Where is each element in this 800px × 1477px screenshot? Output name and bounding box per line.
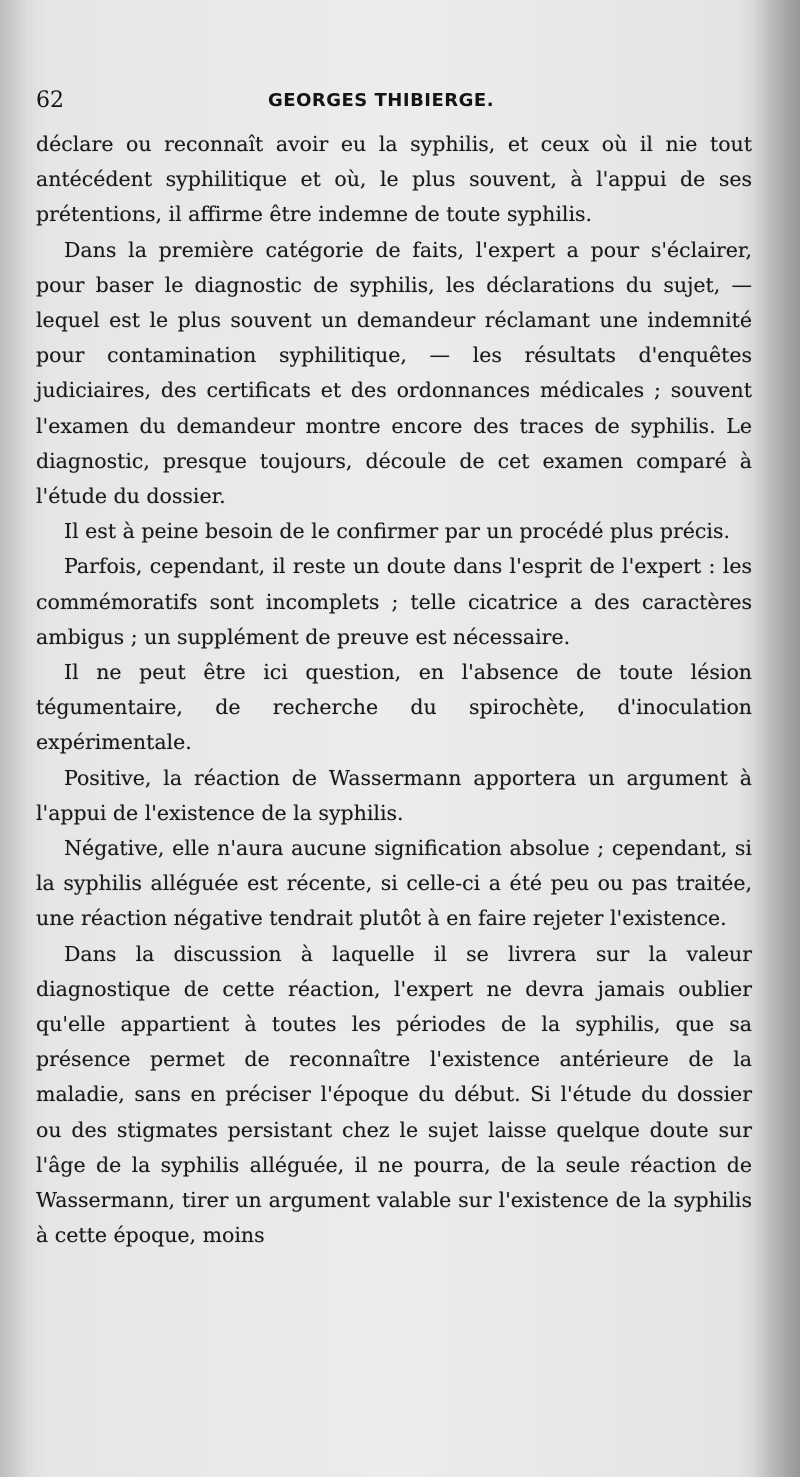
running-head: GEORGES THIBIERGE. bbox=[268, 90, 495, 111]
paragraph-6: Positive, la réaction de Wassermann apportera un argument à l'appui de l'existence de la syphilis. bbox=[36, 765, 752, 825]
paragraph-4: Parfois, cependant, il reste un doute dans l'esprit de l'expert : les commémoratifs sont incomplets ; telle cicatrice a des caractères ambigus ; un supplément de preuve est nécessaire. bbox=[36, 554, 752, 649]
paragraph-7: Négative, elle n'aura aucune signification absolue ; cependant, si la syphilis alléguée est récente, si celle-ci a été peu ou pas traitée, une réaction négative tendrait plutôt à en faire rejeter l'existence. bbox=[36, 836, 752, 931]
page-gutter-shadow bbox=[0, 0, 28, 1477]
page-number: 62 bbox=[36, 88, 64, 113]
page-header bbox=[36, 88, 756, 118]
paragraph-2: Dans la première catégorie de faits, l'expert a pour s'éclairer, pour baser le diagnostic de syphilis, les déclarations du sujet, — lequel est le plus souvent un demandeur réclamant une indemnité pour contamination syphilitique, — les résultats d'enquêtes judiciaires, des certificats et des ordonnances médicales ; souvent l'examen du demandeur montre encore des traces de syphilis. Le diagnostic, presque toujours, découle de cet examen comparé à l'étude du dossier. bbox=[36, 237, 752, 509]
paragraph-8: Dans la discussion à laquelle il se livrera sur la valeur diagnostique de cette réaction, l'expert ne devra jamais oublier qu'elle appartient à toutes les périodes de la syphilis, que sa présence permet de reconnaître l'existence antérieure de la maladie, sans en préciser l'époque du début. Si l'étude du dossier ou des stigmates persistant chez le sujet laisse quelque doute sur l'âge de la syphilis alléguée, il ne pourra, de la seule réaction de Wassermann, tirer un argument valable sur l'existence de la syphilis à cette époque, moins bbox=[36, 941, 752, 1248]
body-text bbox=[36, 127, 752, 1254]
paragraph-1: déclare ou reconnaît avoir eu la syphilis, et ceux où il nie tout antécédent syphilitique et où, le plus souvent, à l'appui de ses prétentions, il affirme être indemne de toute syphilis. bbox=[36, 132, 752, 227]
paragraph-3: Il est à peine besoin de le confirmer par un procédé plus précis. bbox=[64, 519, 731, 544]
page-edge-shadow bbox=[754, 0, 800, 1477]
paragraph-5: Il ne peut être ici question, en l'absence de toute lésion tégumentaire, de recherche du spirochète, d'inoculation expérimentale. bbox=[36, 660, 752, 755]
